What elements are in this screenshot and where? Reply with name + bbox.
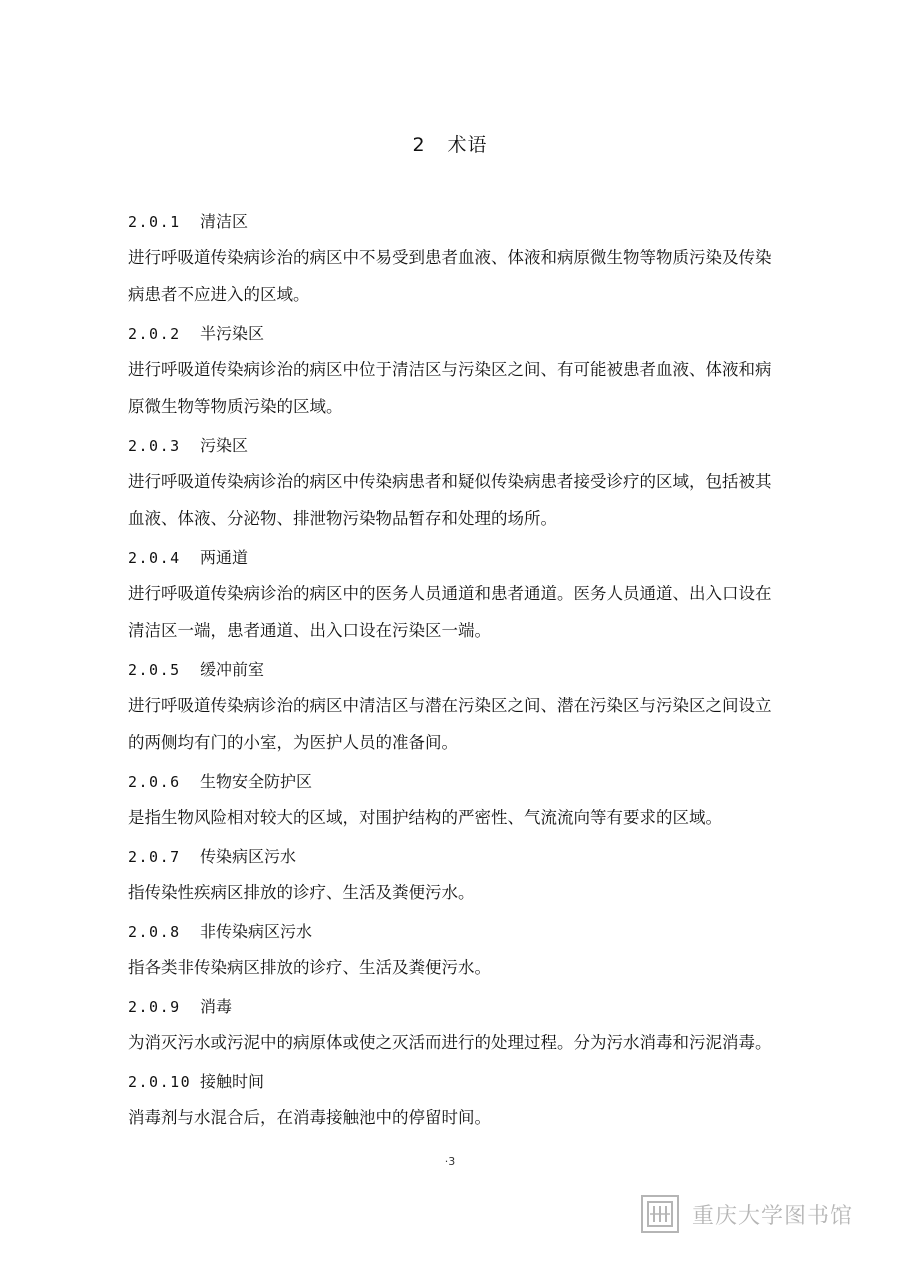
term-heading <box>128 840 778 874</box>
library-watermark <box>640 1192 853 1236</box>
term-name: 缓冲前室 <box>200 660 265 679</box>
term-definition: 消毒剂与水混合后，在消毒接触池中的停留时间。 <box>128 1108 491 1127</box>
term-heading <box>128 1065 778 1099</box>
term-number: 2.0.2 <box>128 325 181 343</box>
term-heading <box>128 915 778 949</box>
term-entry <box>128 429 778 541</box>
term-name: 两通道 <box>200 548 249 567</box>
term-number: 2.0.4 <box>128 549 181 567</box>
term-definition: 进行呼吸道传染病诊治的病区中的医务人员通道和患者通道。医务人员通道、出入口设在清洁区一端，患者通道、出入口设在污染区一端。 <box>128 584 772 640</box>
chapter-number: 2 <box>412 134 426 156</box>
term-number: 2.0.1 <box>128 213 181 231</box>
term-number: 2.0.5 <box>128 661 181 679</box>
term-name: 生物安全防护区 <box>200 772 313 791</box>
term-definition: 进行呼吸道传染病诊治的病区中清洁区与潜在污染区之间、潜在污染区与污染区之间设立的两侧均有门的小室，为医护人员的准备间。 <box>128 696 772 752</box>
term-definition: 进行呼吸道传染病诊治的病区中不易受到患者血液、体液和病原微生物等物质污染及传染病患者不应进入的区域。 <box>128 248 772 304</box>
term-definition: 进行呼吸道传染病诊治的病区中位于清洁区与污染区之间、有可能被患者血液、体液和病原微生物等物质污染的区域。 <box>128 360 772 416</box>
term-heading <box>128 541 778 575</box>
term-definition: 指各类非传染病区排放的诊疗、生活及粪便污水。 <box>128 958 491 977</box>
term-entry <box>128 915 778 990</box>
term-entry <box>128 205 778 317</box>
term-heading <box>128 429 778 463</box>
term-entry <box>128 990 778 1065</box>
term-number: 2.0.10 <box>128 1073 192 1091</box>
term-name: 接触时间 <box>200 1072 265 1091</box>
term-entry <box>128 541 778 653</box>
term-number: 2.0.9 <box>128 998 181 1016</box>
chapter-title: 术语 <box>447 134 488 156</box>
term-name: 非传染病区污水 <box>200 922 313 941</box>
term-heading <box>128 990 778 1024</box>
term-definition: 为消灭污水或污泥中的病原体或使之灭活而进行的处理过程。分为污水消毒和污泥消毒。 <box>128 1033 772 1052</box>
term-entry <box>128 840 778 915</box>
term-heading <box>128 205 778 239</box>
term-heading <box>128 765 778 799</box>
library-logo-icon <box>640 1194 680 1234</box>
term-entry <box>128 317 778 429</box>
page-number: ·3 <box>444 1155 456 1168</box>
term-number: 2.0.3 <box>128 437 181 455</box>
term-entry <box>128 1065 778 1140</box>
chapter-heading <box>0 130 900 157</box>
term-name: 污染区 <box>200 436 249 455</box>
term-name: 消毒 <box>200 997 233 1016</box>
term-name: 传染病区污水 <box>200 847 297 866</box>
term-entry <box>128 765 778 840</box>
term-name: 半污染区 <box>200 324 265 343</box>
term-definition: 进行呼吸道传染病诊治的病区中传染病患者和疑似传染病患者接受诊疗的区域，包括被其血液、体液、分泌物、排泄物污染物品暂存和处理的场所。 <box>128 472 772 528</box>
term-number: 2.0.6 <box>128 773 181 791</box>
term-heading <box>128 653 778 687</box>
term-definition: 是指生物风险相对较大的区域，对围护结构的严密性、气流流向等有要求的区域。 <box>128 808 722 827</box>
term-name: 清洁区 <box>200 212 249 231</box>
term-definition: 指传染性疾病区排放的诊疗、生活及粪便污水。 <box>128 883 475 902</box>
term-number: 2.0.7 <box>128 848 181 866</box>
terms-list <box>128 205 778 1140</box>
term-entry <box>128 653 778 765</box>
watermark-text: 重庆大学图书馆 <box>692 1203 854 1229</box>
term-number: 2.0.8 <box>128 923 181 941</box>
term-heading <box>128 317 778 351</box>
